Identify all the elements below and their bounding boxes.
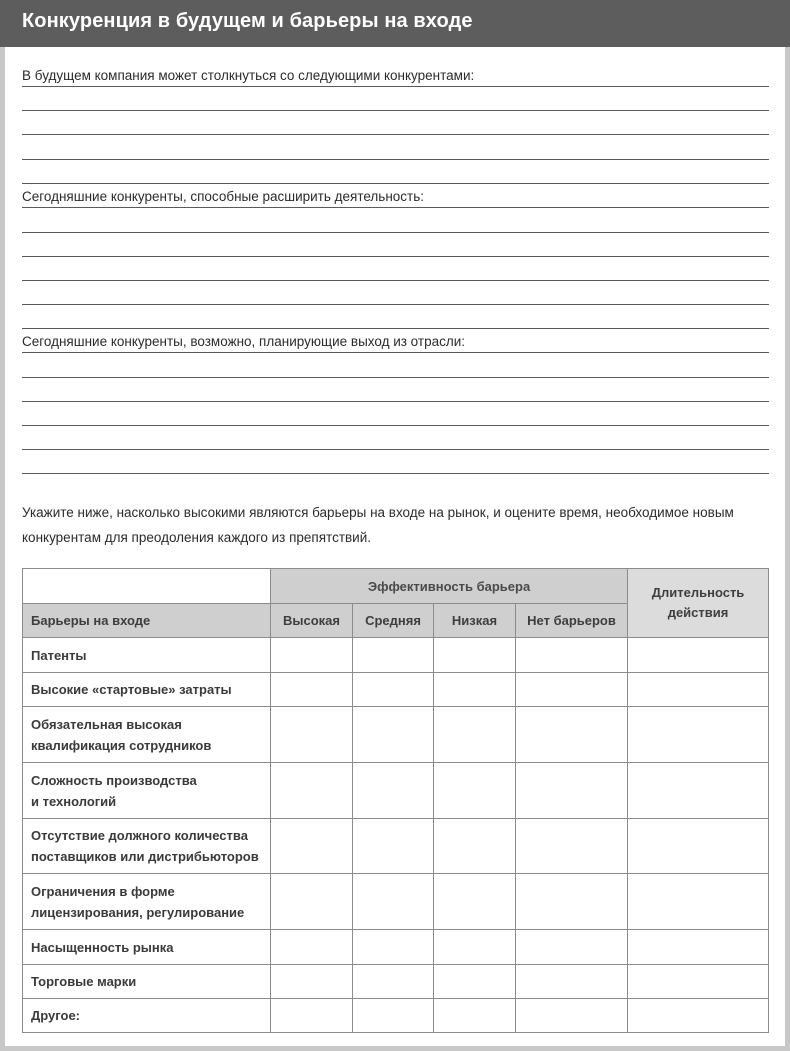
answer-line[interactable] <box>22 304 769 305</box>
answer-line[interactable] <box>22 280 769 281</box>
none-cell[interactable] <box>516 874 628 930</box>
instructions <box>22 500 772 550</box>
duration-header-line: Длительность <box>651 585 745 600</box>
duration-cell[interactable] <box>628 965 769 999</box>
barrier-name: Сложность производства и технологий <box>23 763 271 819</box>
none-cell[interactable] <box>516 965 628 999</box>
barrier-name: Насыщенность рынка <box>23 930 271 965</box>
medium-cell[interactable] <box>353 819 434 874</box>
duration-cell[interactable] <box>628 707 769 763</box>
low-cell[interactable] <box>434 999 516 1033</box>
none-cell[interactable] <box>516 638 628 673</box>
high-cell[interactable] <box>271 638 353 673</box>
duration-cell[interactable] <box>628 819 769 874</box>
section-title: Конкуренция в будущем и барьеры на входе <box>22 10 473 32</box>
section-header <box>0 0 790 47</box>
low-cell[interactable] <box>434 874 516 930</box>
medium-cell[interactable] <box>353 999 434 1033</box>
medium-cell[interactable] <box>353 763 434 819</box>
answer-line[interactable] <box>22 159 769 160</box>
barrier-name: Торговые марки <box>23 965 271 999</box>
barriers-table <box>22 568 769 1033</box>
high-cell[interactable] <box>271 930 353 965</box>
low-cell[interactable] <box>434 930 516 965</box>
answer-line[interactable] <box>22 401 769 402</box>
column-none: Нет барьеров <box>516 604 628 638</box>
barrier-name: Обязательная высокая квалификация сотрудников <box>23 707 271 763</box>
answer-line[interactable] <box>22 425 769 426</box>
exiting-competitors-label: Сегодняшние конкуренты, возможно, планирующие выход из отрасли: <box>22 334 469 349</box>
high-cell[interactable] <box>271 763 353 819</box>
table-row <box>23 819 769 874</box>
high-cell[interactable] <box>271 999 353 1033</box>
barriers-column-header: Барьеры на входе <box>23 604 271 638</box>
answer-line[interactable] <box>22 134 769 135</box>
answer-line[interactable] <box>22 207 769 208</box>
medium-cell[interactable] <box>353 707 434 763</box>
high-cell[interactable] <box>271 965 353 999</box>
exiting-competitors-field[interactable] <box>22 329 769 353</box>
expanding-competitors-field[interactable] <box>22 184 769 208</box>
low-cell[interactable] <box>434 965 516 999</box>
answer-line[interactable] <box>22 473 769 474</box>
none-cell[interactable] <box>516 673 628 707</box>
expanding-competitors-label: Сегодняшние конкуренты, способные расширить деятельность: <box>22 189 428 204</box>
low-cell[interactable] <box>434 819 516 874</box>
high-cell[interactable] <box>271 819 353 874</box>
low-cell[interactable] <box>434 707 516 763</box>
answer-line[interactable] <box>22 256 769 257</box>
duration-cell[interactable] <box>628 763 769 819</box>
high-cell[interactable] <box>271 707 353 763</box>
barrier-name: Отсутствие должного количества поставщиков или дистрибьюторов <box>23 819 271 874</box>
column-medium: Средняя <box>353 604 434 638</box>
table-row <box>23 930 769 965</box>
table-row <box>23 763 769 819</box>
barrier-name: Высокие «стартовые» затраты <box>23 673 271 707</box>
answer-line[interactable] <box>22 86 769 87</box>
low-cell[interactable] <box>434 763 516 819</box>
table-row <box>23 874 769 930</box>
low-cell[interactable] <box>434 673 516 707</box>
column-high: Высокая <box>271 604 353 638</box>
duration-cell[interactable] <box>628 930 769 965</box>
barrier-name: Ограничения в форме лицензирования, регулирование <box>23 874 271 930</box>
medium-cell[interactable] <box>353 638 434 673</box>
answer-line[interactable] <box>22 377 769 378</box>
duration-cell[interactable] <box>628 638 769 673</box>
barrier-name: Патенты <box>23 638 271 673</box>
medium-cell[interactable] <box>353 965 434 999</box>
high-cell[interactable] <box>271 874 353 930</box>
table-row <box>23 965 769 999</box>
barrier-name: Другое: <box>23 999 271 1033</box>
medium-cell[interactable] <box>353 874 434 930</box>
table-row <box>23 638 769 673</box>
duration-cell[interactable] <box>628 874 769 930</box>
table-row <box>23 673 769 707</box>
answer-line[interactable] <box>22 352 769 353</box>
duration-cell[interactable] <box>628 999 769 1033</box>
answer-line[interactable] <box>22 110 769 111</box>
answer-line[interactable] <box>22 232 769 233</box>
instructions-line: конкурентам для преодоления каждого из препятствий. <box>22 530 372 545</box>
future-competitors-label: В будущем компания может столкнуться со следующими конкурентами: <box>22 68 478 83</box>
table-row <box>23 999 769 1033</box>
none-cell[interactable] <box>516 819 628 874</box>
table-row <box>23 707 769 763</box>
medium-cell[interactable] <box>353 930 434 965</box>
duration-header-line: действия <box>667 605 729 620</box>
none-cell[interactable] <box>516 763 628 819</box>
none-cell[interactable] <box>516 707 628 763</box>
column-low: Низкая <box>434 604 516 638</box>
high-cell[interactable] <box>271 673 353 707</box>
low-cell[interactable] <box>434 638 516 673</box>
table-corner <box>23 569 271 604</box>
future-competitors-field[interactable] <box>22 63 769 87</box>
instructions-line: Укажите ниже, насколько высокими являются барьеры на входе на рынок, и оцените время, необходимое новым <box>22 505 734 520</box>
effectiveness-group-header: Эффективность барьера <box>271 569 628 604</box>
medium-cell[interactable] <box>353 673 434 707</box>
none-cell[interactable] <box>516 930 628 965</box>
duration-cell[interactable] <box>628 673 769 707</box>
none-cell[interactable] <box>516 999 628 1033</box>
answer-line[interactable] <box>22 449 769 450</box>
duration-header <box>628 569 769 638</box>
